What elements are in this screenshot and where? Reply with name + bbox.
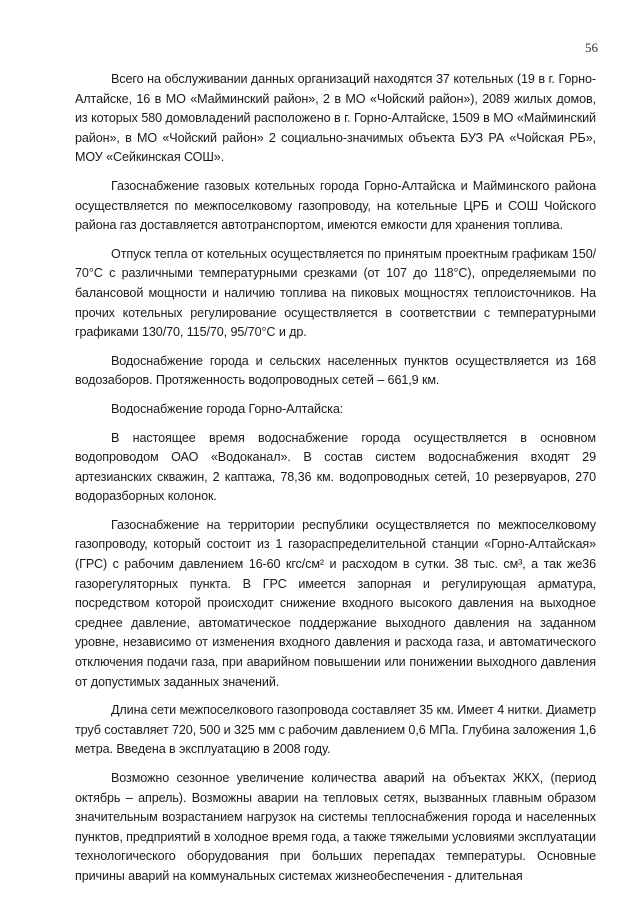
paragraph-pipeline-specs: Длина сети межпоселкового газопровода составляет 35 км. Имеет 4 нитки. Диаметр труб составляет 720, 500 и 325 мм с рабочим давлением 0,6 МПа. Глубина заложения 1,6 метра. Введена в эксплуатацию в 2008 году.: [75, 703, 596, 757]
paragraph-gas-supply-boilers: Газоснабжение газовых котельных города Горно-Алтайска и Майминского района осуществляется по межпоселковому газопроводу, на котельные ЦРБ и СОШ Чойского района газ доставляется автотранспортом, имеются емкости для хранения топлива.: [75, 178, 596, 233]
paragraph-water-supply-summary: Водоснабжение города и сельских населенных пунктов осуществляется из 168 водозаборов. Протяженность водопроводных сетей – 661,9 км.: [75, 353, 596, 388]
paragraph-boilers-overview: Всего на обслуживании данных организаций находятся 37 котельных (19 в г. Горно-Алтайске, 16 в МО «Майминский район», 2 в МО «Чойский район»), 2089 жилых домов, из которых 580 домовладений расположено в г. Горно-Алтайске, 1509 в МО «Майминский район», в МО «Чойский район» 2 социально-значимых объекта БУЗ РА «Чойская РБ», МОУ «Сейкинская СОШ».: [75, 72, 596, 165]
paragraph-gas-distribution: Газоснабжение на территории республики осуществляется по межпоселковому газопроводу, который состоит из 1 газораспределительной станции «Горно-Алтайская» (ГРС) с рабочим давлением 16-60 кгс/см² и расходом в сутки. 38 тыс. см³, а так же36 газорегуляторных пункта. В ГРС имеется запорная и регулирующая арматура, посредством которой происходит снижение входного высокого давления на выходное среднее давление, автоматическое поддержание выходного давления на заданном уровне, независимо от изменения входного давления и расхода газа, и автоматического отключения подачи газа, при аварийном повышении или понижении выходного давления от допустимых заданных значений.: [75, 517, 596, 689]
paragraph-heat-schedules: Отпуск тепла от котельных осуществляется по принятым проектным графикам 150/ 70°С с различными температурными срезками (от 107 до 118°С), определяемыми по балансовой мощности и наличию топлива на пиковых мощностях теплоисточников. На прочих котельных регулирование осуществляется в соответствии с температурными графиками 130/70, 115/70, 95/70°С и др.: [75, 246, 596, 340]
paragraph-water-supply-heading: Водоснабжение города Горно-Алтайска:: [111, 401, 344, 416]
paragraph-water-supply-city: В настоящее время водоснабжение города осуществляется в основном водопроводом ОАО «Водоканал». В состав систем водоснабжения входят 29 артезианских скважин, 2 каптажа, 78,36 км. водопроводных сетей, 10 резервуаров, 270 водоразборных колонок.: [75, 430, 596, 504]
page-number: 56: [585, 40, 598, 55]
document-body: [75, 70, 596, 887]
paragraph-seasonal-accidents: Возможно сезонное увеличение количества аварий на объектах ЖКХ, (период октябрь – апрель). Возможны аварии на тепловых сетях, вызванных главным образом значительным возрастанием нагрузок на системы теплоснабжения города и населенных пунктов, предприятий в холодное время года, а также тяжелыми условиями эксплуатации технологического оборудования при больших перепадах температуры. Основные причины аварий на коммунальных системах жизнеобеспечения - длительная: [75, 771, 596, 883]
